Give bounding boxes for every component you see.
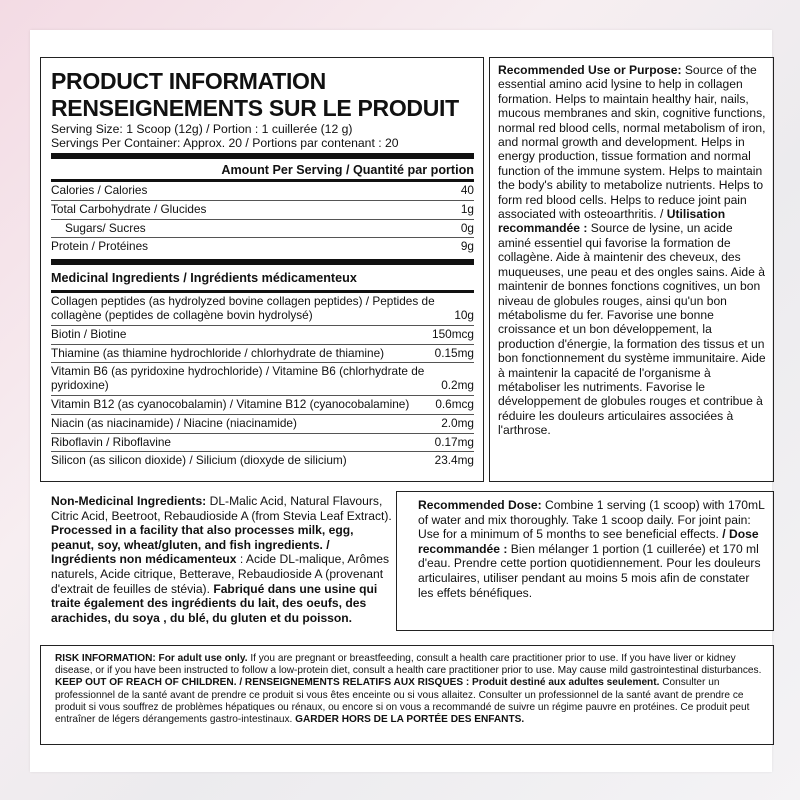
medicinal-ingredients-header: Medicinal Ingredients / Ingrédients médicamenteux [51, 271, 357, 286]
ingredient-row [51, 293, 474, 325]
nutrient-label: Calories / Calories [51, 183, 148, 197]
divider-thick [51, 259, 474, 265]
nutrient-value: 1g [460, 201, 474, 216]
dose-text-en: Combine 1 serving (1 scoop) with 170mL of water and mix thoroughly. Take 1 scoop daily. For joint pain: Use for a minimum of 5 months to see beneficial effects. [418, 498, 765, 542]
servings-per-container: Servings Per Container: Approx. 20 / Portions par contenant : 20 [51, 136, 399, 150]
ingredient-amount: 0.17mg [434, 434, 474, 449]
ingredient-amount: 23.4mg [434, 453, 474, 468]
non-medicinal-ingredients-panel [40, 489, 392, 639]
nutrition-row [51, 219, 474, 238]
nutrition-row [51, 237, 474, 256]
ingredient-row [51, 451, 474, 470]
ingredient-amount: 10g [454, 307, 474, 322]
nutrient-value: 9g [460, 239, 474, 254]
ingredient-label: Vitamin B12 (as cyanocobalamin) / Vitamine B12 (cyanocobalamine) [51, 396, 410, 411]
risk-text-en: If you are pregnant or breastfeeding, consult a health care practitioner prior to use. If you have liver or kidney disease, or if you have been instructed to follow a low-protein diet, consult a health care practitioner prior to use. May cause mild gastrointestinal disturbances. [55, 653, 762, 677]
nutrient-label: Protein / Protéines [51, 239, 149, 254]
ingredient-label: Biotin / Biotine [51, 326, 127, 341]
recommended-dose-panel [396, 491, 774, 631]
ingredient-amount: 0.2mg [441, 378, 474, 393]
ingredient-row [51, 433, 474, 452]
ingredient-label: Collagen peptides (as hydrolyzed bovine collagen peptides) / Peptides de collagène (peptides de collagène bovin hydrolysé) [51, 294, 435, 322]
ingredient-label: Niacin (as niacinamide) / Niacine (niacinamide) [51, 415, 297, 430]
non-medicinal-heading-en: Non-Medicinal Ingredients: [51, 494, 207, 508]
ingredient-row [51, 344, 474, 363]
recommended-use-heading-fr: Utilisation recommandée : [498, 207, 726, 236]
ingredient-row [51, 395, 474, 414]
nutrient-label: Sugars/ Sucres [65, 220, 146, 235]
ingredient-row [51, 414, 474, 433]
dose-text-fr: Bien mélanger 1 portion (1 cuillerée) et 170 ml d'eau. Prendre cette portion quotidiennement. Pour les douleurs articulaires, utiliser pendant au moins 5 mois afin de constater les effets bénéfiques. [418, 541, 761, 600]
recommended-use-text-en: Source of the essential amino acid lysine to help in collagen formation. Helps to maintain healthy hair, nails, mucous membranes and skin, cognitive functions, normal red blood cells, normal metabolism of iron, and normal growth and development. Helps in energy production, tissue formation and normal function of the immune system. Helps to maintain the body's ability to metabolize nutrients. Helps to form red blood cells. Helps to reduce joint pain associated with osteoarthritis. / [498, 63, 766, 222]
recommended-use-panel [489, 57, 774, 482]
nutrient-value: 40 [460, 183, 474, 197]
ingredient-row [51, 325, 474, 344]
dose-heading-fr: / Dose recommandée : [418, 527, 759, 556]
ingredient-label: Silicon (as silicon dioxide) / Silicium (dioxyde de silicium) [51, 453, 347, 468]
ingredient-label: Vitamin B6 (as pyridoxine hydrochloride) / Vitamine B6 (chlorhydrate de pyridoxine) [51, 364, 425, 393]
ingredient-label: Riboflavin / Riboflavine [51, 434, 171, 449]
product-information-panel [40, 57, 484, 482]
ingredient-row [51, 362, 474, 395]
keep-out-of-reach-warning: KEEP OUT OF REACH OF CHILDREN. / RENSEIGNEMENTS RELATIFS AUX RISQUES : Produit destiné aux adultes seulement. [55, 677, 660, 689]
nutrient-value: 0g [460, 220, 474, 235]
ingredient-amount: 0.6mcg [435, 396, 474, 411]
non-medicinal-text-fr: : Acide DL-malique, Arômes naturels, Acide citrique, Betterave, Rebaudioside A (provenant d'extrait de feuilles de stévia). [51, 552, 390, 596]
ingredient-amount: 150mcg [432, 326, 474, 341]
facility-statement-en: Processed in a facility that also processes milk, egg, peanut, soy, wheat/gluten, and fish ingredients. / Ingrédients non médicamenteux [51, 523, 354, 567]
facility-statement-fr: Fabriqué dans une usine qui traite également des ingrédients du lait, des oeufs, des arachides, du soya , du blé, du gluten et du poisson. [51, 581, 378, 625]
nutrition-row [51, 200, 474, 219]
risk-heading: RISK INFORMATION: For adult use only. [55, 653, 248, 664]
ingredient-label: Thiamine (as thiamine hydrochloride / chlorhydrate de thiamine) [51, 345, 385, 360]
non-medicinal-text-en: DL-Malic Acid, Natural Flavours, Citric Acid, Beetroot, Rebaudioside A (from Stevia Leaf Extract). [51, 494, 392, 523]
nutrition-row [51, 182, 474, 200]
serving-size: Serving Size: 1 Scoop (12g) / Portion : 1 cuillerée (12 g) [51, 122, 353, 136]
amount-per-serving-header: Amount Per Serving / Quantité par portion [221, 163, 474, 177]
divider-thick [51, 153, 474, 159]
risk-text-fr: Consulter un professionnel de la santé avant de prendre ce produit si vous êtes enceinte ou si vous allaitez. Consulter un professionnel de la santé avant de prendre ce produit si vous souffrez de problèmes hépatiques ou rénaux, ou encore si on vous a recommandé de suivre un régime pauvre en protéines. Ce produit peut entraîner de légers dérangements gastro-intestinaux. [55, 677, 750, 726]
nutrient-label: Total Carbohydrate / Glucides [51, 201, 207, 216]
recommended-use-heading-en: Recommended Use or Purpose: [498, 63, 682, 77]
title-en: PRODUCT INFORMATION [51, 68, 326, 94]
dose-heading-en: Recommended Dose: [418, 498, 542, 512]
ingredient-amount: 0.15mg [434, 345, 474, 360]
garder-hors-warning: GARDER HORS DE LA PORTÉE DES ENFANTS. [295, 714, 525, 726]
risk-information-panel [40, 645, 774, 745]
ingredient-amount: 2.0mg [441, 415, 474, 430]
title-fr: RENSEIGNEMENTS SUR LE PRODUIT [51, 95, 459, 121]
recommended-use-text-fr: Source de lysine, un acide aminé essentiel qui favorise la formation de collagène. Aide à maintenir des cheveux, des muqueuses, une peau et des ongles sains. Aide à maintenir de bonnes fonctions cognitives, un bon niveau de globules rouges, ainsi qu'un bon métabolisme du fer. Favorise une bonne croissance et un bon développement, la production d'énergie, la formation des tissus et un bon fonctionnement du système immunitaire. Aide à maintenir la capacité de l'organisme à métaboliser les nutriments. Favorise le développement de globules rouges et contribue à réduire les douleurs articulaires associées à l'arthrose. [498, 221, 766, 438]
